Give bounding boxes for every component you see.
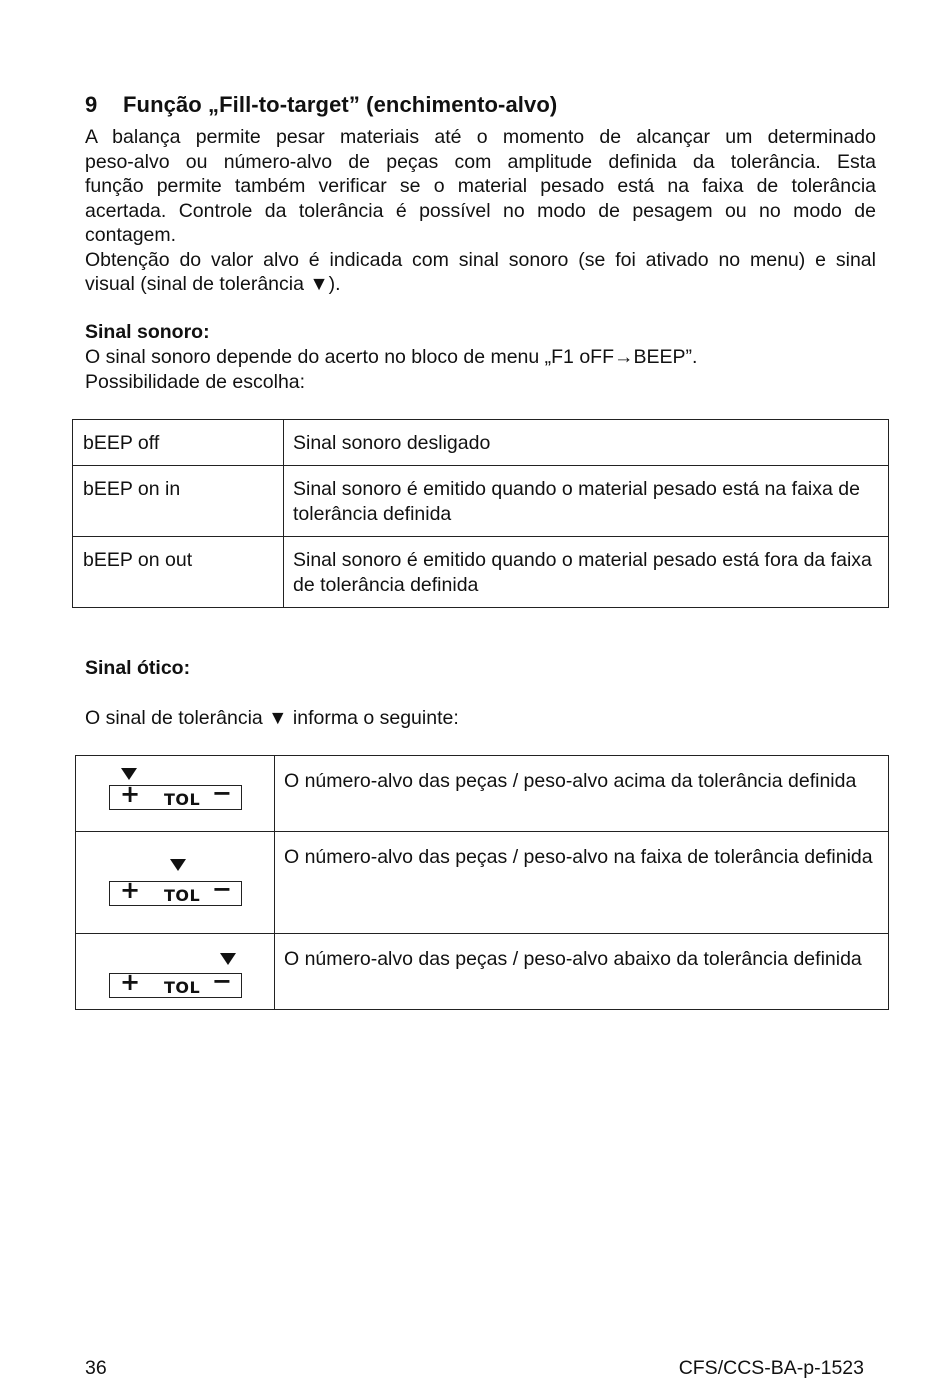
description-cell: O número-alvo das peças / peso-alvo abaixo da tolerância definida [275, 934, 889, 1010]
intro-line: A balança permite pesar materiais até o momento de alcançar um determinado [85, 126, 876, 148]
table-row [76, 832, 889, 934]
optical-signal-heading: Sinal ótico: [85, 657, 191, 679]
page-number: 36 [85, 1357, 107, 1379]
setting-cell: bEEP off [73, 420, 284, 466]
table-row [76, 756, 889, 832]
minus-symbol: − [211, 875, 232, 903]
table-row [76, 934, 889, 1010]
tolerance-marker-icon [170, 859, 186, 871]
intro-paragraph [85, 125, 876, 297]
document-code: CFS/CCS-BA-p-1523 [678, 1357, 864, 1379]
plus-symbol: + [120, 876, 141, 904]
table-row [73, 537, 889, 608]
tolerance-marker-icon [220, 953, 236, 965]
tolerance-display [109, 875, 242, 906]
intro-line: peso-alvo ou número-alvo de peças com amplitude definida da tolerância. Esta [85, 150, 876, 173]
description-cell: Sinal sonoro desligado [284, 420, 889, 466]
tolerance-signal-table [75, 755, 889, 1010]
tolerance-display-cell [76, 832, 275, 934]
section-heading [85, 92, 557, 118]
tol-label: TOL [164, 886, 201, 905]
plus-symbol: + [120, 968, 141, 996]
table-row [73, 466, 889, 537]
tolerance-display-cell [76, 934, 275, 1010]
minus-symbol: − [211, 779, 232, 807]
optical-signal-text: O sinal de tolerância ▼ informa o seguinte: [85, 707, 459, 729]
tolerance-marker-icon [121, 768, 137, 780]
tolerance-display [109, 967, 242, 998]
section-number: 9 [85, 92, 98, 117]
intro-line: visual (sinal de tolerância ▼). [85, 273, 341, 295]
tol-label: TOL [164, 978, 201, 997]
table-row [73, 420, 889, 466]
description-cell: O número-alvo das peças / peso-alvo acima da tolerância definida [275, 756, 889, 832]
setting-cell: bEEP on out [73, 537, 284, 608]
description-cell: Sinal sonoro é emitido quando o material pesado está na faixa de tolerância definida [284, 466, 889, 537]
intro-line: acertada. Controle da tolerância é possível no modo de pesagem ou no modo de [85, 199, 876, 222]
intro-line: Obtenção do valor alvo é indicada com sinal sonoro (se foi ativado no menu) e sinal [85, 248, 876, 271]
sound-signal-heading: Sinal sonoro: [85, 321, 210, 343]
description-cell: O número-alvo das peças / peso-alvo na faixa de tolerância definida [275, 832, 889, 934]
tolerance-display [109, 779, 242, 810]
tolerance-display-cell [76, 756, 275, 832]
description-cell: Sinal sonoro é emitido quando o material pesado está fora da faixa de tolerância definida [284, 537, 889, 608]
setting-cell: bEEP on in [73, 466, 284, 537]
sound-signal-options-label: Possibilidade de escolha: [85, 371, 306, 393]
sound-signal-text: O sinal sonoro depende do acerto no bloco de menu „F1 oFF→BEEP”. [85, 346, 698, 368]
minus-symbol: − [211, 967, 232, 995]
intro-line: função permite também verificar se o material pesado está na faixa de tolerância [85, 175, 876, 197]
intro-line: contagem. [85, 224, 177, 246]
section-title: Função „Fill-to-target” (enchimento-alvo) [123, 92, 558, 117]
sound-settings-table [72, 419, 889, 608]
tol-label: TOL [164, 790, 201, 809]
plus-symbol: + [120, 780, 141, 808]
